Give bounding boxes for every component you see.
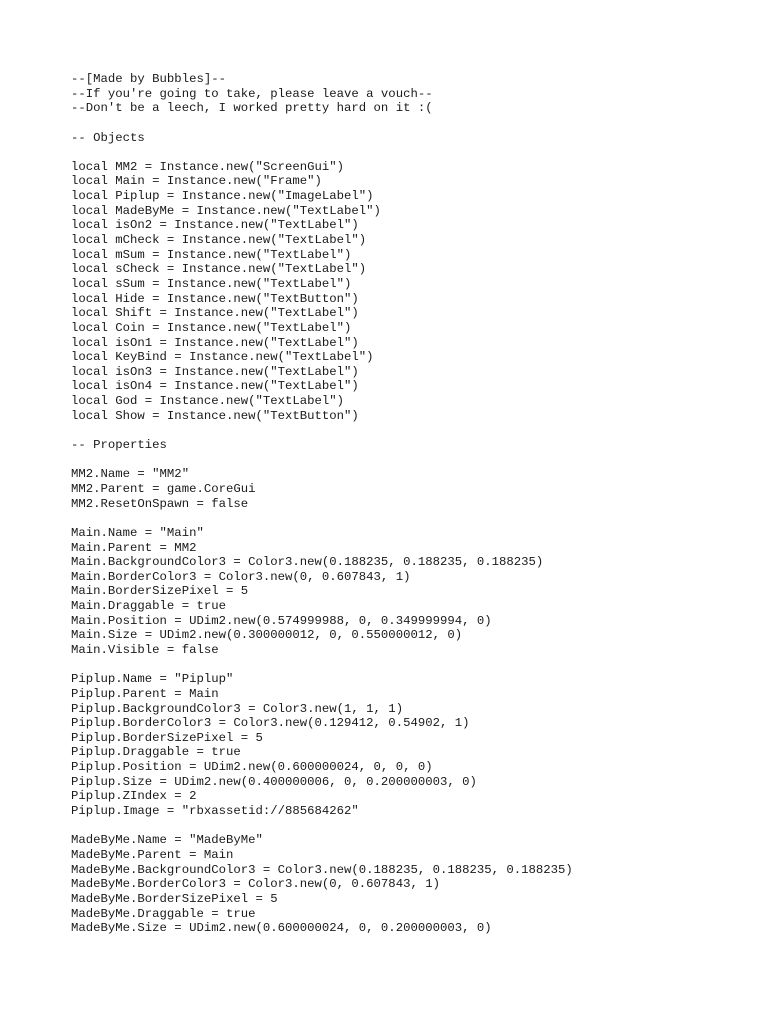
code-line: -- Objects: [71, 130, 145, 145]
code-line: local God = Instance.new("TextLabel"): [71, 394, 345, 409]
code-line: Piplup.Name = "Piplup": [71, 672, 234, 687]
code-line: Piplup.BackgroundColor3 = Color3.new(1, 1, 1): [71, 701, 404, 716]
code-line: [71, 145, 573, 160]
code-line: Main.Draggable = true: [71, 599, 226, 614]
code-line: local mCheck = Instance.new("TextLabel"): [71, 233, 367, 248]
code-line: Piplup.ZIndex = 2: [71, 789, 197, 804]
code-line: [71, 453, 573, 468]
code-line: Piplup.Draggable = true: [71, 745, 241, 760]
code-line: [71, 658, 573, 673]
code-line: local Hide = Instance.new("TextButton"): [71, 291, 359, 306]
code-line: MadeByMe.Name = "MadeByMe": [71, 833, 263, 848]
code-line: --[Made by Bubbles]--: [71, 72, 226, 86]
code-line: local Piplup = Instance.new("ImageLabel"): [71, 189, 374, 204]
code-line: Main.Size = UDim2.new(0.300000012, 0, 0.550000012, 0): [71, 628, 463, 643]
code-line: local isOn3 = Instance.new("TextLabel"): [71, 364, 359, 379]
code-line: Main.BackgroundColor3 = Color3.new(0.188235, 0.188235, 0.188235): [71, 555, 544, 570]
code-line: local mSum = Instance.new("TextLabel"): [71, 247, 352, 262]
code-line: [71, 423, 573, 438]
code-line: local Coin = Instance.new("TextLabel"): [71, 320, 352, 335]
code-line: Piplup.Parent = Main: [71, 686, 219, 701]
code-line: -- Properties: [71, 438, 167, 453]
code-line: local KeyBind = Instance.new("TextLabel"): [71, 350, 374, 365]
code-line: local sSum = Instance.new("TextLabel"): [71, 276, 352, 291]
code-line: local sCheck = Instance.new("TextLabel"): [71, 262, 367, 277]
code-line: MadeByMe.BorderColor3 = Color3.new(0, 0.607843, 1): [71, 877, 440, 892]
code-line: Piplup.Image = "rbxassetid://885684262": [71, 804, 359, 819]
code-line: local MadeByMe = Instance.new("TextLabel"): [71, 203, 381, 218]
code-line: [71, 511, 573, 526]
code-line: MadeByMe.Size = UDim2.new(0.600000024, 0, 0.200000003, 0): [71, 921, 492, 936]
code-line: Main.Position = UDim2.new(0.574999988, 0, 0.349999994, 0): [71, 613, 492, 628]
code-line: MadeByMe.BackgroundColor3 = Color3.new(0.188235, 0.188235, 0.188235): [71, 862, 573, 877]
code-line: MadeByMe.Draggable = true: [71, 906, 256, 921]
code-line: Piplup.BorderSizePixel = 5: [71, 730, 263, 745]
code-line: --If you're going to take, please leave a vouch--: [71, 86, 433, 101]
code-line: --Don't be a leech, I worked pretty hard on it :(: [71, 101, 433, 116]
code-line: Piplup.Size = UDim2.new(0.400000006, 0, 0.200000003, 0): [71, 774, 477, 789]
code-line: local isOn2 = Instance.new("TextLabel"): [71, 218, 359, 233]
code-line: Main.Name = "Main": [71, 525, 204, 540]
code-line: [71, 116, 573, 131]
code-line: local MM2 = Instance.new("ScreenGui"): [71, 159, 345, 174]
code-line: Piplup.Position = UDim2.new(0.600000024, 0, 0, 0): [71, 760, 433, 775]
code-line: MM2.ResetOnSpawn = false: [71, 496, 249, 511]
code-line: MadeByMe.Parent = Main: [71, 847, 234, 862]
code-line: Main.Parent = MM2: [71, 540, 197, 555]
code-line: Main.Visible = false: [71, 642, 219, 657]
code-listing: [71, 72, 573, 936]
code-line: local Shift = Instance.new("TextLabel"): [71, 306, 359, 321]
code-line: MadeByMe.BorderSizePixel = 5: [71, 891, 278, 906]
code-line: MM2.Name = "MM2": [71, 467, 190, 482]
code-line: [71, 819, 573, 834]
code-line: local Show = Instance.new("TextButton"): [71, 408, 359, 423]
code-line: MM2.Parent = game.CoreGui: [71, 481, 256, 496]
code-line: Main.BorderColor3 = Color3.new(0, 0.607843, 1): [71, 569, 411, 584]
code-line: local isOn1 = Instance.new("TextLabel"): [71, 335, 359, 350]
code-line: local isOn4 = Instance.new("TextLabel"): [71, 379, 359, 394]
code-line: Piplup.BorderColor3 = Color3.new(0.129412, 0.54902, 1): [71, 716, 470, 731]
code-line: Main.BorderSizePixel = 5: [71, 584, 249, 599]
code-line: local Main = Instance.new("Frame"): [71, 174, 322, 189]
